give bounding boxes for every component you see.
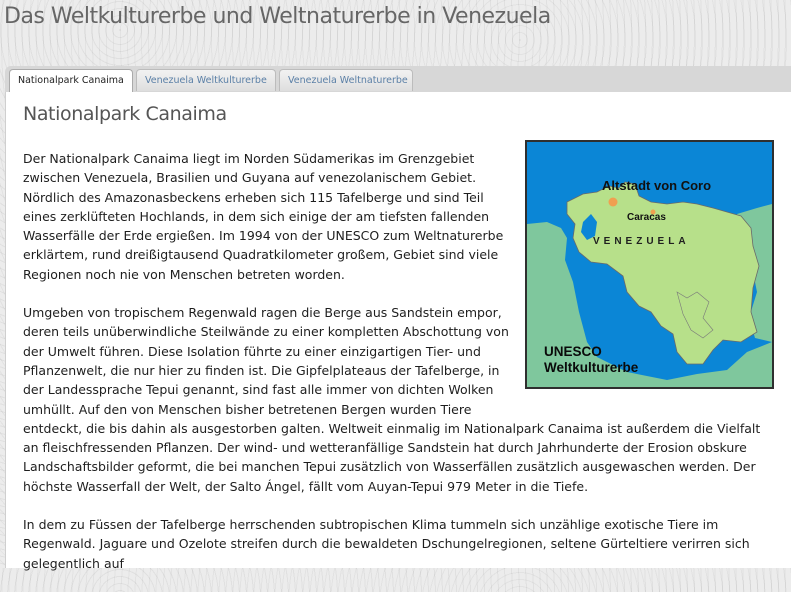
tab-bar xyxy=(5,66,791,92)
tab-venezuela-weltnaturerbe[interactable]: Venezuela Weltnaturerbe xyxy=(279,69,413,91)
map-caption-line2: Weltkulturerbe xyxy=(544,360,639,375)
article-paragraph-2: Umgeben von tropischem Regenwald ragen die Berge aus Sandstein empor, deren teils unüberwindliche Steilwände zu einer kompletten Abschottung von der Umwelt führen. Diese Isolation führte zu einer einzigartigen Tier- und Pflanzenwelt, die nur hier zu finden ist. Die Gipfelplateaus der Tafelberge, in der Landessprache Tepui genannt, sind fast alle immer von dichten Wolken umhüllt. Auf den von Menschen bisher betretenen Bergen wurden Tiere entdeckt, die bis dahin als ausgestorben galten. Weltweit einmalig im Nationalpark Canaima ist außerdem die Vielfalt an fleischfressenden Pflanzen. Der wind- und wetteranfällige Sandstein hat durch Jahrhunderte der Erosion obskure Landschaftsbilder geformt, die bei manchen Tepui zusätzlich von Wasserfällen zusätzlich ausgewaschen werden. Der höchste Wasserfall der Welt, der Salto Ángel, fällt vom Auyan-Tepui 979 Meter in die Tiefe. xyxy=(23,305,761,494)
article-paragraph-3: In dem zu Füssen der Tafelberge herrschenden subtropischen Klima tummeln sich unzählige exotische Tiere im Regenwald. Jaguare und Ozelote streifen durch die bewaldeten Dschungelregionen, seltene Gürteltiere verirren sich gelegentlich auf xyxy=(23,517,750,571)
page-header xyxy=(0,0,791,62)
map-caption-line1: UNESCO xyxy=(544,344,602,359)
page-title: Das Weltkulturerbe und Weltnaturerbe in Venezuela xyxy=(4,4,551,29)
tab-venezuela-weltkulturerbe[interactable]: Venezuela Weltkulturerbe xyxy=(136,69,276,91)
article-paragraph-1: Der Nationalpark Canaima liegt im Norden Südamerikas im Grenzgebiet zwischen Venezuela, Brasilien und Guyana auf venezolanischem Gebiet. Nördlich des Amazonasbeckens erheben sich 115 Tafelberge und sind Teil eines zerklüfteten Hochlands, in dem sich einige der am tiefsten fallenden Wasserfälle der Erde ergießen. Im 1994 von der UNESCO zum Weltnaturerbe erklärtem, rund dreißigtausend Quadratkilometer großem, Gebiet sind viele Regionen noch nie von Menschen betreten worden. xyxy=(23,151,504,282)
map-label-coro: Altstadt von Coro xyxy=(602,178,712,193)
map-label-country: VENEZUELA xyxy=(593,236,690,247)
article-body xyxy=(23,149,778,592)
tab-nationalpark-canaima[interactable]: Nationalpark Canaima xyxy=(9,69,133,94)
map-label-caracas: Caracas xyxy=(627,212,666,223)
map-wrap-spacer xyxy=(516,149,778,405)
content-panel xyxy=(5,92,791,571)
section-title: Nationalpark Canaima xyxy=(23,103,227,125)
